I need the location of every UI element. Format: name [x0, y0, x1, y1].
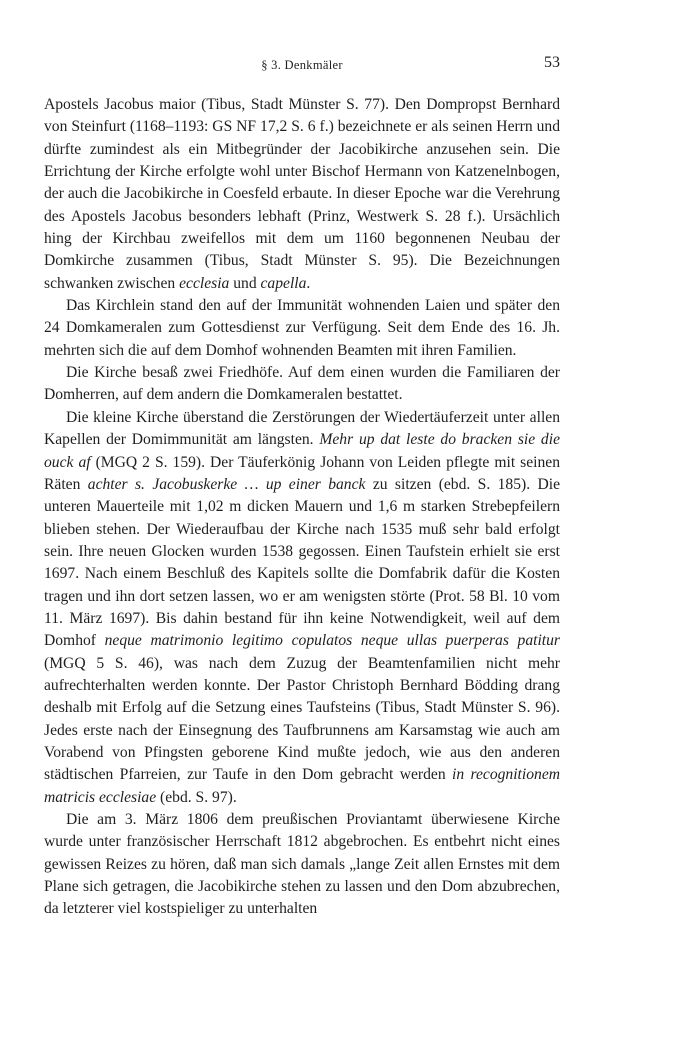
italic-text: neque matrimonio legitimo copulatos neque ullas puerperas patitur — [104, 632, 561, 650]
italic-text: achter s. Jacobuskerke … up einer banck — [87, 475, 366, 493]
italic-text: capella — [260, 274, 307, 292]
text-run: Die Kirche besaß zwei Friedhöfe. Auf dem einen wurden die Familiaren der Domherren, auf dem andern die Domkameralen bestattet. — [44, 364, 560, 404]
paragraph — [44, 407, 560, 809]
text-run: Die am 3. März 1806 dem preußischen Proviantamt überwiesene Kirche wurde unter französischer Herrschaft 1812 abgebrochen. Es entbehrt nicht eines gewissen Reizes zu hören, daß man sich damals „lange Zeit allen Ernstes mit dem Plane sich getragen, die Jacobikirche stehen zu lassen und den Dom abzubrechen, da letzterer viel kostspieliger zu unterhalten — [44, 811, 560, 918]
paragraph — [44, 295, 560, 362]
page-header — [44, 54, 560, 76]
paragraph — [44, 809, 560, 921]
text-run: zu sitzen (ebd. S. 185). Die unteren Mauerteile mit 1,02 m dicken Mauern und 1,6 m starken Strebepfeilern blieben stehen. Der Wiederaufbau der Kirche nach 1535 muß sehr bald erfolgt sein. Ihre neuen Glocken wurden 1538 gegossen. Einen Taufstein erhielt sie erst 1697. Nach einem Beschluß des Kapitels sollte die Domfabrik dafür die Kosten tragen und ihn dort setzen lassen, wo er am wenigsten störte (Prot. 58 Bl. 10 vom 11. März 1697). Bis dahin bestand für ihn keine Notwendigkeit, weil auf dem Domhof — [44, 475, 561, 650]
body-text — [44, 94, 560, 921]
text-run: Apostels Jacobus maior (Tibus, Stadt Münster S. 77). Den Dompropst Bernhard von Steinfurt (1168–1193: GS NF 17,2 S. 6 f.) bezeichnete er als seinen Herrn und dürfte zumindest als ein Mitbegründer der Jacobikirche anzusehen sein. Die Errichtung der Kirche erfolgte wohl unter Bischof Hermann von Katzenelnbogen, der auch die Jacobikirche in Coesfeld erbaute. In dieser Epoche war die Verehrung des Apostels Jacobus besonders lebhaft (Prinz, Westwerk S. 28 f.). Ursächlich hing der Kirchbau zweifellos mit dem um 1160 begonnenen Neubau der Domkirche zusammen (Tibus, Stadt Münster S. 95). Die Bezeichnungen schwanken zwischen — [44, 96, 560, 292]
page-number: 53 — [544, 54, 560, 71]
text-run: Die kleine Kirche überstand die Zerstörungen der Wiedertäuferzeit unter allen Kapellen der Domimmunität am längsten. — [44, 408, 560, 449]
paragraph — [44, 94, 560, 295]
text-run: . — [306, 274, 311, 292]
text-run: (MGQ 2 S. 159). Der Täuferkönig Johann von Leiden pflegte mit seinen Räten — [44, 453, 560, 493]
running-head: § 3. Denkmäler — [261, 58, 343, 72]
paragraph — [44, 362, 560, 407]
text-run: (MGQ 5 S. 46), was nach dem Zuzug der Beamtenfamilien nicht mehr aufrechterhalten werden konnte. Der Pastor Christoph Bernhard Bödding drang deshalb mit Erfolg auf die Setzung eines Taufsteins (Tibus, Stadt Münster S. 96). Jedes erste nach der Einsegnung des Taufbrunnens am Karsamstag wie auch am Vorabend von Pfingsten geborene Kind mußte jedoch, wie aus den anderen städtischen Pfarreien, zur Taufe in den Dom gebracht werden — [44, 654, 560, 784]
italic-text: in recognitionem matricis ecclesiae — [44, 766, 560, 806]
text-run: und — [229, 274, 261, 292]
italic-text: Mehr up dat leste do bracken sie die ouck af — [44, 431, 560, 471]
text-run: (ebd. S. 97). — [156, 788, 237, 806]
text-run: Das Kirchlein stand den auf der Immunität wohnenden Laien und später den 24 Domkameralen zum Gottesdienst zur Verfügung. Seit dem Ende des 16. Jh. mehrten sich die auf dem Domhof wohnenden Beamten mit ihren Familien. — [44, 297, 560, 359]
italic-text: ecclesia — [179, 274, 230, 292]
